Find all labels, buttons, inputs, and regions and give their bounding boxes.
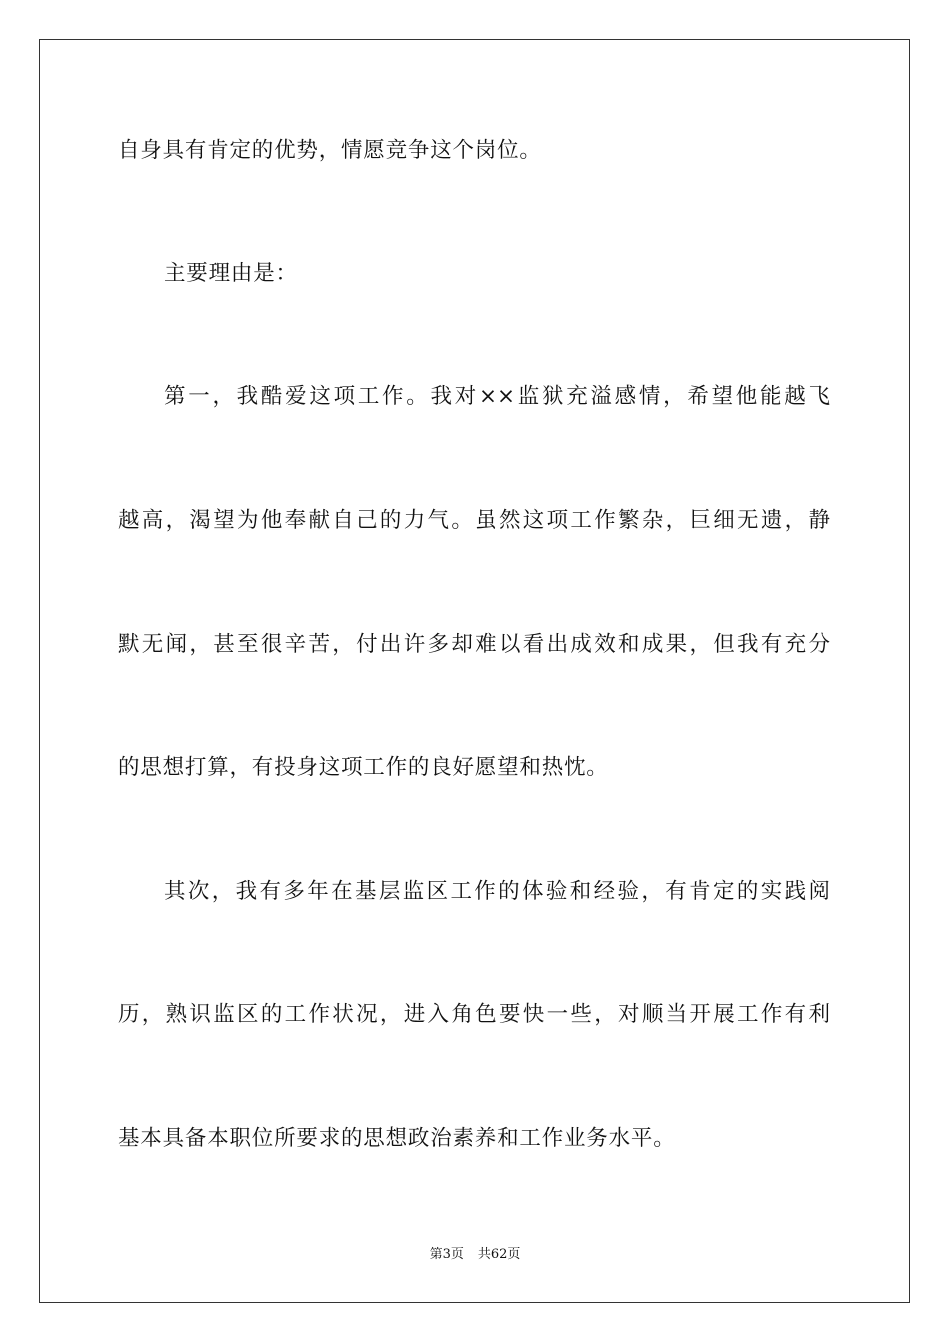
page-border: [39, 39, 910, 1303]
text-line-4: 越高，渴望为他奉献自己的力气。虽然这项工作繁杂，巨细无遗，静: [118, 508, 830, 533]
text-line-5: 默无闻，甚至很辛苦，付出许多却难以看出成效和成果，但我有充分: [118, 632, 830, 657]
text-line-7: 其次，我有多年在基层监区工作的体验和经验，有肯定的实践阅: [164, 879, 830, 904]
text-line-9: 基本具备本职位所要求的思想政治素养和工作业务水平。: [118, 1126, 676, 1151]
text-line-2: 主要理由是：: [164, 261, 298, 286]
text-line-6: 的思想打算，有投身这项工作的良好愿望和热忱。: [118, 755, 609, 780]
page-total: 共62页: [477, 1247, 521, 1262]
text-line-1: 自身具有肯定的优势，情愿竞争这个岗位。: [118, 138, 542, 163]
text-line-8: 历，熟识监区的工作状况，进入角色要快一些，对顺当开展工作有利: [118, 1002, 830, 1027]
page-footer: [0, 1246, 950, 1264]
page-number: 第3页: [429, 1247, 464, 1262]
text-line-3: 第一，我酷爱这项工作。我对××监狱充溢感情，希望他能越飞: [164, 384, 830, 409]
